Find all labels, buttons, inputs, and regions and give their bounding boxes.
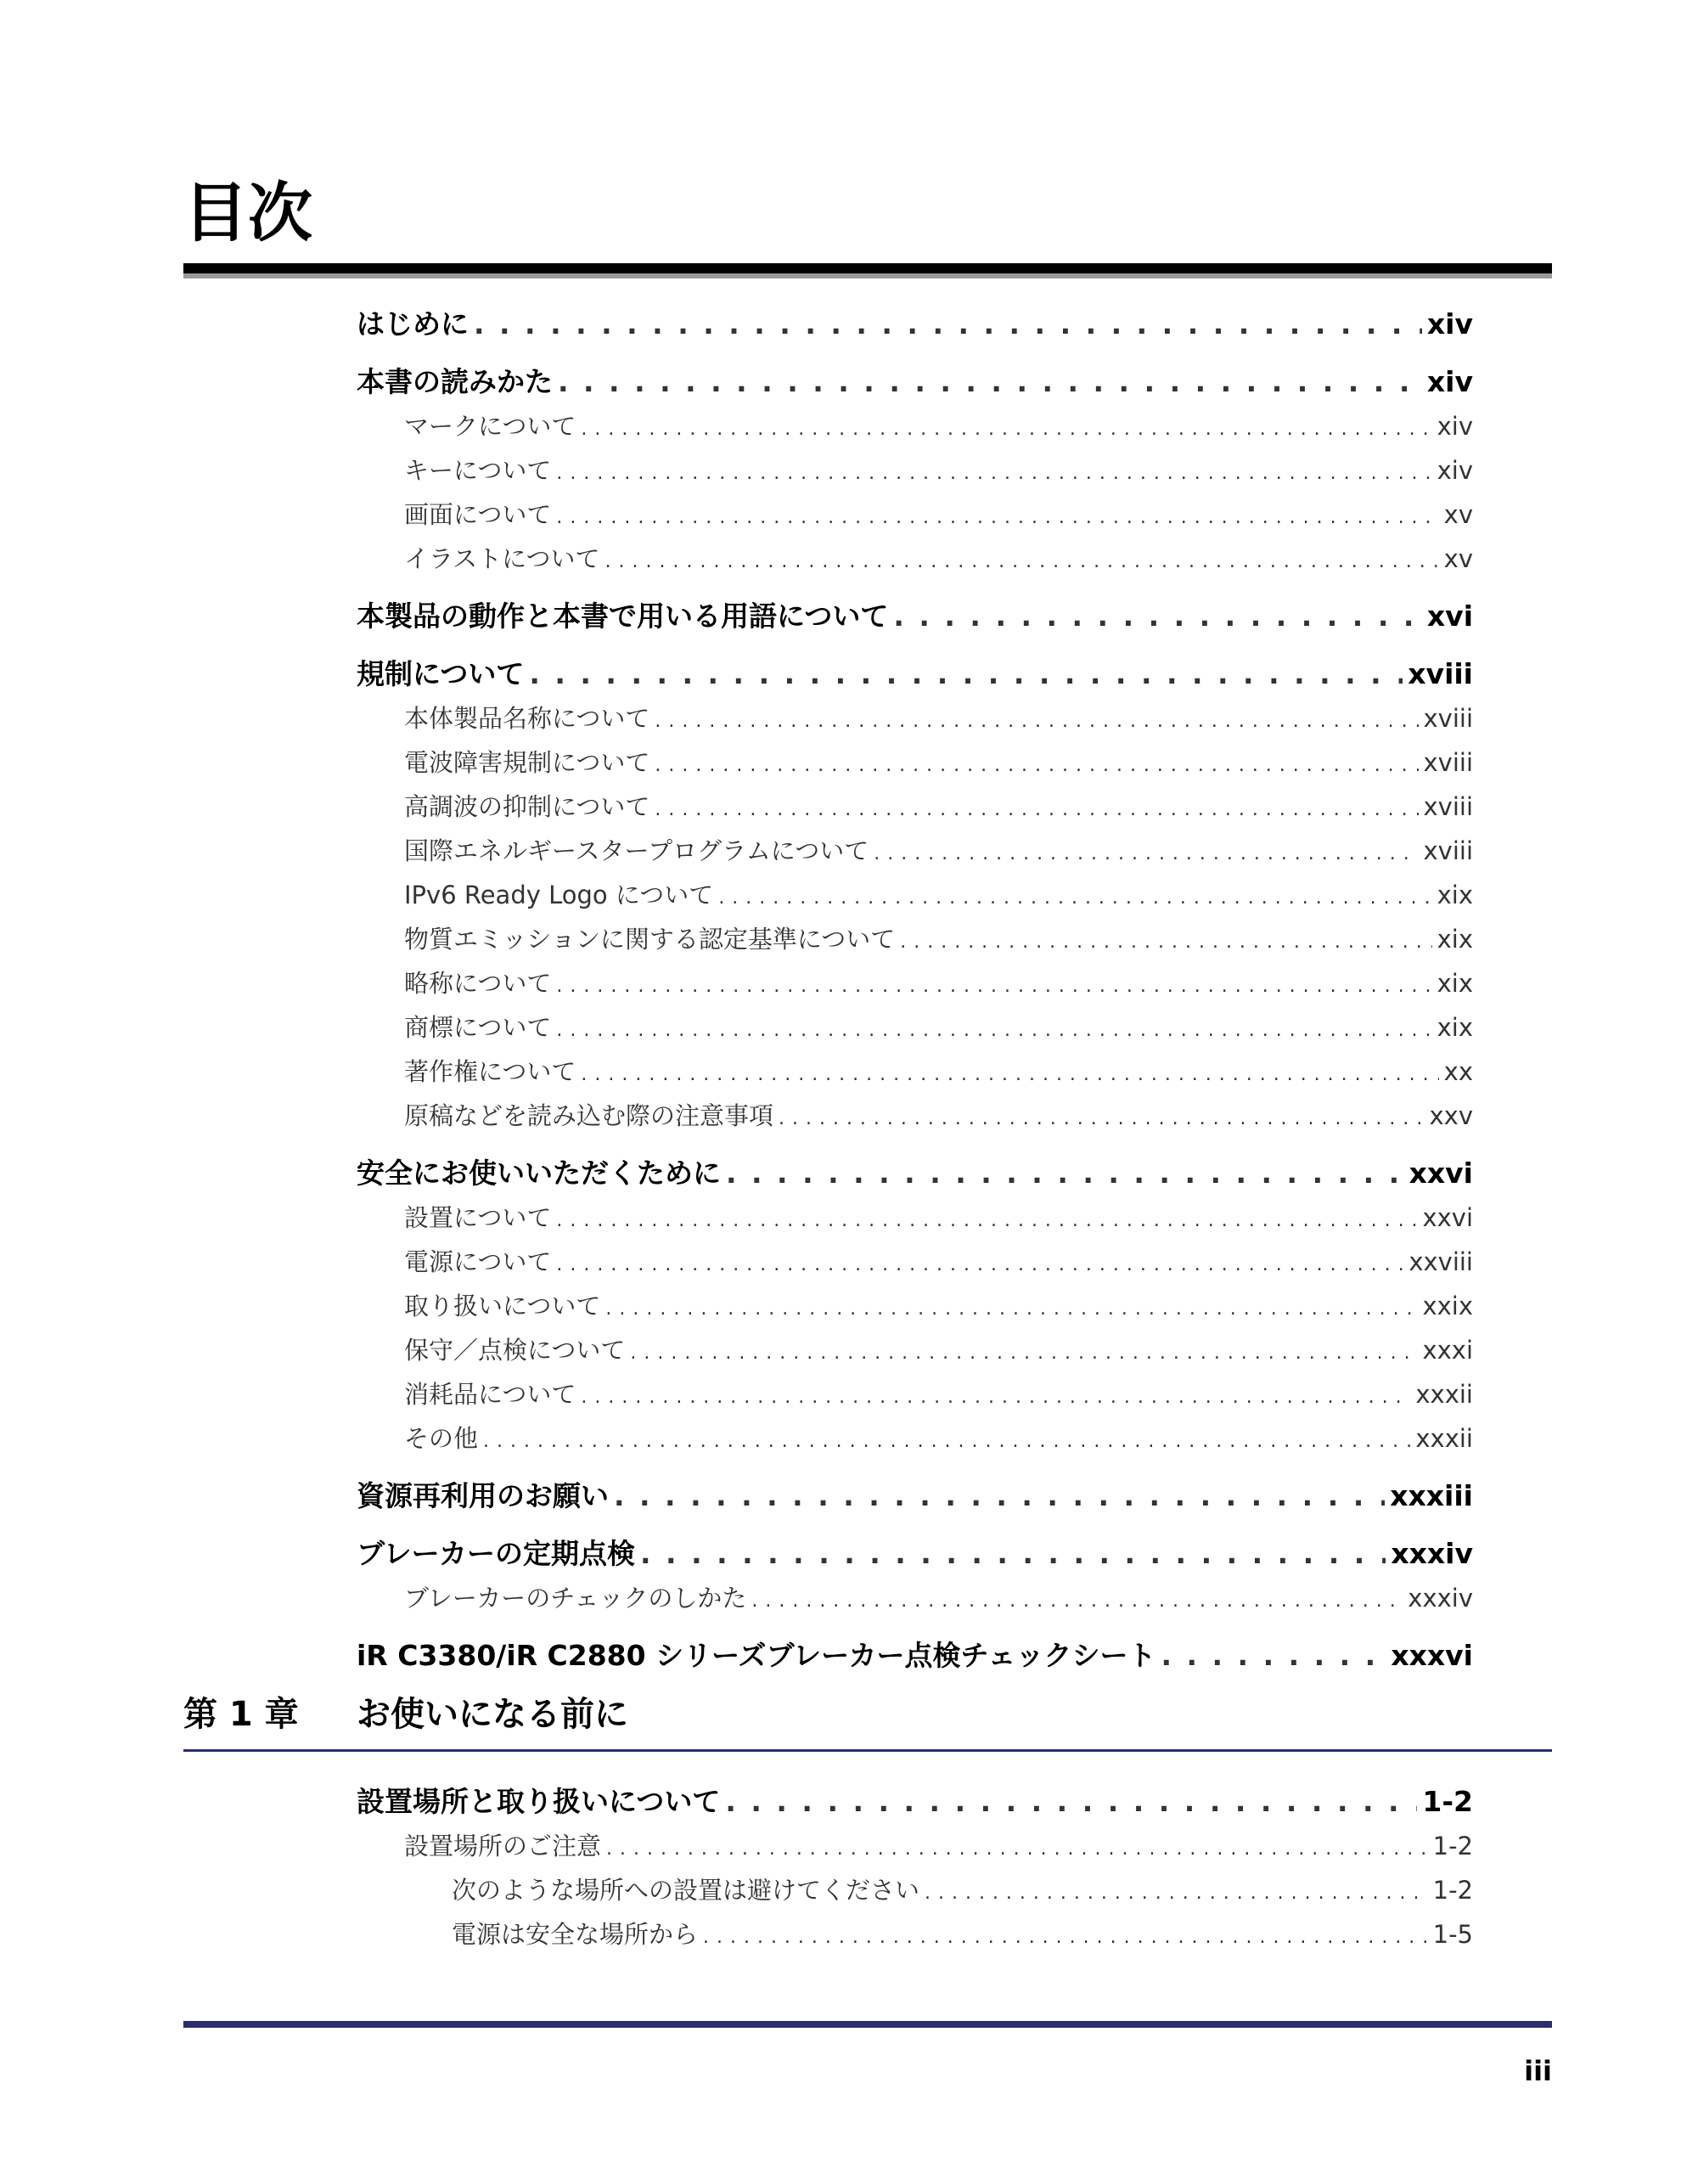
toc-entry[interactable] — [357, 594, 1473, 639]
toc-entry[interactable] — [357, 1094, 1473, 1138]
toc-entry-page: xxxii — [1415, 1380, 1473, 1409]
toc-entry-page: xiv — [1437, 412, 1473, 441]
toc-entry-text: 消耗品について — [404, 1380, 576, 1409]
toc-leader-dots — [556, 965, 1431, 1005]
toc-entry-page: xvi — [1426, 599, 1473, 633]
toc-entry[interactable] — [357, 360, 1473, 404]
toc-leader-dots — [558, 360, 1422, 404]
toc-leader-dots — [605, 1287, 1417, 1328]
page-title: 目次 — [183, 175, 312, 250]
toc-leader-dots — [655, 788, 1418, 829]
toc-entry[interactable] — [357, 1634, 1473, 1678]
toc-leader-dots — [483, 1420, 1410, 1461]
toc-entry-text: 設置について — [404, 1203, 552, 1232]
toc-entry[interactable] — [357, 1240, 1473, 1284]
toc-entry-page: xviii — [1423, 792, 1473, 821]
toc-entry[interactable] — [357, 1372, 1473, 1416]
toc-entry[interactable] — [357, 448, 1473, 493]
toc-entry-page: xxxi — [1422, 1336, 1473, 1365]
toc-entry[interactable] — [357, 917, 1473, 961]
toc-entry-text: 著作権について — [404, 1057, 576, 1086]
toc-entry-text: 高調波の抑制について — [404, 792, 650, 821]
toc-entry-page: xv — [1443, 544, 1473, 573]
toc-entry[interactable] — [357, 652, 1473, 696]
toc-entry-text: ブレーカーのチェックのしかた — [404, 1584, 747, 1613]
toc-entry[interactable] — [357, 1328, 1473, 1372]
toc-entry-text: 安全にお使いいただくために — [357, 1157, 721, 1190]
toc-entry-page: xviii — [1423, 748, 1473, 777]
toc-entry-page: xxxvi — [1391, 1639, 1473, 1672]
toc-entry-text: 規制について — [357, 657, 525, 690]
toc-entry-page: 1-2 — [1432, 1832, 1473, 1860]
toc-entry-page: xxviii — [1408, 1247, 1473, 1276]
toc-entry-page: xxv — [1429, 1101, 1473, 1130]
toc-entry[interactable] — [357, 1868, 1473, 1912]
toc-entry-text: 保守／点検について — [404, 1336, 626, 1365]
toc-leader-dots — [751, 1579, 1403, 1620]
toc-entry-text: iR C3380/iR C2880 シリーズブレーカー点検チェックシート — [357, 1639, 1156, 1672]
toc-list — [357, 289, 1473, 1678]
toc-entry-text: はじめに — [357, 307, 469, 341]
toc-leader-dots — [640, 1532, 1386, 1576]
chapter-toc-list — [357, 1766, 1473, 1956]
toc-entry-text: 本体製品名称について — [404, 704, 650, 733]
toc-entry[interactable] — [357, 1576, 1473, 1620]
toc-entry-page: xiv — [1437, 456, 1473, 485]
toc-entry-page: 1-2 — [1432, 1876, 1473, 1905]
toc-entry-text: 本書の読みかた — [357, 365, 553, 398]
title-rule-shadow — [183, 273, 1552, 279]
toc-entry-text: 次のような場所への設置は避けてください — [452, 1876, 920, 1905]
toc-entry[interactable] — [357, 1151, 1473, 1196]
toc-entry-page: xix — [1437, 969, 1473, 998]
toc-entry-page: 1-2 — [1422, 1785, 1473, 1818]
toc-entry-page: xx — [1443, 1057, 1473, 1086]
toc-leader-dots — [556, 452, 1431, 493]
toc-leader-dots — [779, 1097, 1424, 1138]
toc-entry-page: xxxiv — [1391, 1537, 1473, 1570]
toc-entry[interactable] — [357, 1780, 1473, 1824]
toc-leader-dots — [606, 1827, 1428, 1868]
toc-leader-dots — [900, 920, 1431, 961]
toc-leader-dots — [655, 700, 1418, 740]
toc-entry[interactable] — [357, 1824, 1473, 1868]
toc-entry-text: ブレーカーの定期点検 — [357, 1537, 636, 1570]
toc-entry-page: xxvi — [1422, 1203, 1473, 1232]
toc-leader-dots — [581, 1053, 1438, 1094]
toc-leader-dots — [1161, 1634, 1386, 1678]
toc-entry-text: 略称について — [404, 969, 552, 998]
toc-entry-page: 1-5 — [1432, 1920, 1473, 1949]
toc-entry-text: 画面について — [404, 500, 552, 529]
toc-leader-dots — [556, 1009, 1431, 1050]
page-number: iii — [1524, 2055, 1552, 2087]
toc-entry-text: IPv6 Ready Logo について — [404, 881, 714, 909]
toc-leader-dots — [556, 496, 1438, 537]
toc-entry-page: xxxiv — [1408, 1584, 1473, 1613]
toc-entry[interactable] — [357, 1005, 1473, 1050]
toc-entry-page: xix — [1437, 881, 1473, 909]
toc-entry-text: 原稿などを読み込む際の注意事項 — [404, 1101, 774, 1130]
toc-entry[interactable] — [357, 404, 1473, 448]
toc-entry[interactable] — [357, 829, 1473, 873]
toc-entry-text: 設置場所のご注意 — [404, 1832, 602, 1860]
toc-entry[interactable] — [357, 1912, 1473, 1956]
toc-entry-page: xxvi — [1408, 1157, 1473, 1190]
toc-entry-page: xviii — [1423, 704, 1473, 733]
toc-entry-page: xix — [1437, 1013, 1473, 1042]
toc-entry[interactable] — [357, 1050, 1473, 1094]
toc-leader-dots — [655, 744, 1418, 785]
toc-leader-dots — [581, 408, 1431, 448]
toc-entry-page: xviii — [1423, 836, 1473, 865]
toc-entry-page: xiv — [1426, 365, 1473, 398]
toc-leader-dots — [726, 1151, 1404, 1196]
toc-entry-text: 電源について — [404, 1247, 552, 1276]
toc-leader-dots — [474, 302, 1422, 346]
toc-entry-text: 電波障害規制について — [404, 748, 650, 777]
toc-entry-text: 商標について — [404, 1013, 552, 1042]
toc-entry-text: イラストについて — [404, 544, 600, 573]
toc-entry[interactable] — [357, 1284, 1473, 1328]
title-rule — [183, 263, 1552, 273]
toc-entry[interactable] — [357, 1532, 1473, 1576]
toc-entry-text: キーについて — [404, 456, 552, 485]
toc-entry[interactable] — [357, 961, 1473, 1005]
toc-entry[interactable] — [357, 1474, 1473, 1518]
toc-entry[interactable] — [357, 873, 1473, 917]
toc-entry[interactable] — [357, 696, 1473, 740]
toc-leader-dots — [893, 594, 1422, 639]
toc-entry[interactable] — [357, 1196, 1473, 1240]
toc-entry-text: 設置場所と取り扱いについて — [357, 1785, 721, 1818]
toc-leader-dots — [725, 1780, 1417, 1824]
toc-entry-text: その他 — [404, 1424, 479, 1453]
toc-leader-dots — [581, 1376, 1410, 1416]
toc-entry-text: 本製品の動作と本書で用いる用語について — [357, 599, 889, 633]
chapter-number: 第 1 章 — [183, 1695, 299, 1734]
toc-leader-dots — [718, 876, 1431, 917]
toc-entry[interactable] — [357, 302, 1473, 346]
toc-entry-text: マークについて — [404, 412, 576, 441]
toc-entry-page: xxxiii — [1390, 1479, 1473, 1512]
toc-leader-dots — [925, 1872, 1428, 1912]
toc-entry[interactable] — [357, 785, 1473, 829]
footer-rule — [183, 2021, 1552, 2028]
toc-entry-page: xix — [1437, 925, 1473, 954]
toc-entry-text: 電源は安全な場所から — [452, 1920, 699, 1949]
toc-entry-text: 国際エネルギースタープログラムについて — [404, 836, 869, 865]
toc-leader-dots — [703, 1916, 1428, 1956]
chapter-heading — [183, 1686, 1552, 1743]
toc-entry-page: xv — [1443, 500, 1473, 529]
toc-entry[interactable] — [357, 493, 1473, 537]
toc-leader-dots — [556, 1199, 1417, 1240]
toc-entry-page: xxxii — [1415, 1424, 1473, 1453]
toc-entry-text: 物質エミッションに関する認定基準について — [404, 925, 896, 954]
toc-leader-dots — [630, 1331, 1417, 1372]
toc-entry[interactable] — [357, 1416, 1473, 1461]
toc-leader-dots — [874, 832, 1418, 873]
toc-leader-dots — [605, 540, 1439, 581]
toc-entry-text: 取り扱いについて — [404, 1292, 601, 1320]
toc-leader-dots — [556, 1243, 1403, 1284]
toc-entry-page: xiv — [1426, 307, 1473, 341]
toc-entry[interactable] — [357, 740, 1473, 785]
toc-entry-page: xxix — [1422, 1292, 1473, 1320]
toc-entry-page: xviii — [1408, 657, 1473, 690]
toc-leader-dots — [529, 652, 1403, 696]
toc-leader-dots — [614, 1474, 1385, 1518]
chapter-rule — [183, 1749, 1552, 1752]
chapter-title: お使いになる前に — [357, 1695, 628, 1734]
toc-entry[interactable] — [357, 537, 1473, 581]
toc-entry-text: 資源再利用のお願い — [357, 1479, 609, 1512]
